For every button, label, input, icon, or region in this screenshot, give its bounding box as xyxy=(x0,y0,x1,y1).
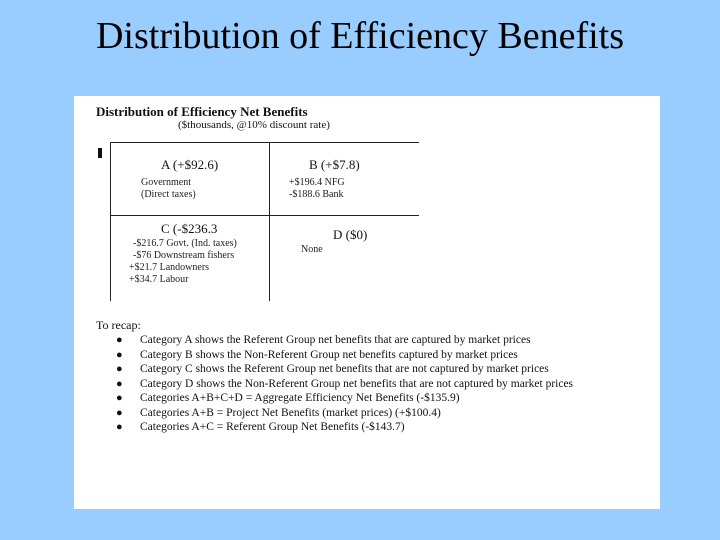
cell-c-line: -$76 Downstream fishers xyxy=(133,250,235,261)
content-panel xyxy=(74,96,660,509)
cell-c-title: C (-$236.3 xyxy=(161,221,218,236)
panel-heading: Distribution of Efficiency Net Benefits xyxy=(96,104,308,119)
recap-item: ● Category D shows the Non-Referent Group net benefits that are not captured by market prices xyxy=(116,377,574,390)
benefits-grid xyxy=(110,142,419,301)
grid-vertical-divider xyxy=(269,143,270,301)
cell-c-line: -$216.7 Govt. (Ind. taxes) xyxy=(133,238,237,249)
cell-c-line: +$34.7 Labour xyxy=(129,274,189,285)
cell-d-title: D ($0) xyxy=(333,227,368,242)
recap-item: ● Categories A+B = Project Net Benefits (market prices) (+$100.4) xyxy=(116,406,441,419)
recap-item: ● Categories A+B+C+D = Aggregate Efficiency Net Benefits (-$135.9) xyxy=(116,392,460,404)
cell-b-title: B (+$7.8) xyxy=(309,157,360,172)
cell-a-line: (Direct taxes) xyxy=(141,189,196,200)
recap-item: ● Categories A+C = Referent Group Net Benefits (-$143.7) xyxy=(116,421,405,433)
recap-item: ● Category A shows the Referent Group net benefits that are captured by market prices xyxy=(116,334,531,346)
slide-title: Distribution of Efficiency Benefits xyxy=(95,15,624,57)
cell-a-line: Government xyxy=(141,177,191,188)
cell-b-line: -$188.6 Bank xyxy=(289,189,344,200)
recap-intro: To recap: xyxy=(96,318,141,332)
cell-d-line: None xyxy=(301,244,323,255)
recap-list xyxy=(112,333,612,435)
cell-c-line: +$21.7 Landowners xyxy=(129,262,210,273)
left-marker xyxy=(98,148,102,158)
grid-horizontal-divider xyxy=(111,215,419,216)
panel-subheading: ($thousands, @10% discount rate) xyxy=(178,119,330,131)
recap-item: ● Category C shows the Referent Group net benefits that are not captured by market prices xyxy=(116,363,549,375)
cell-b-line: +$196.4 NFG xyxy=(289,177,345,188)
cell-a-title: A (+$92.6) xyxy=(161,157,219,172)
recap-item: ● Category B shows the Non-Referent Group net benefits captured by market prices xyxy=(116,348,518,361)
